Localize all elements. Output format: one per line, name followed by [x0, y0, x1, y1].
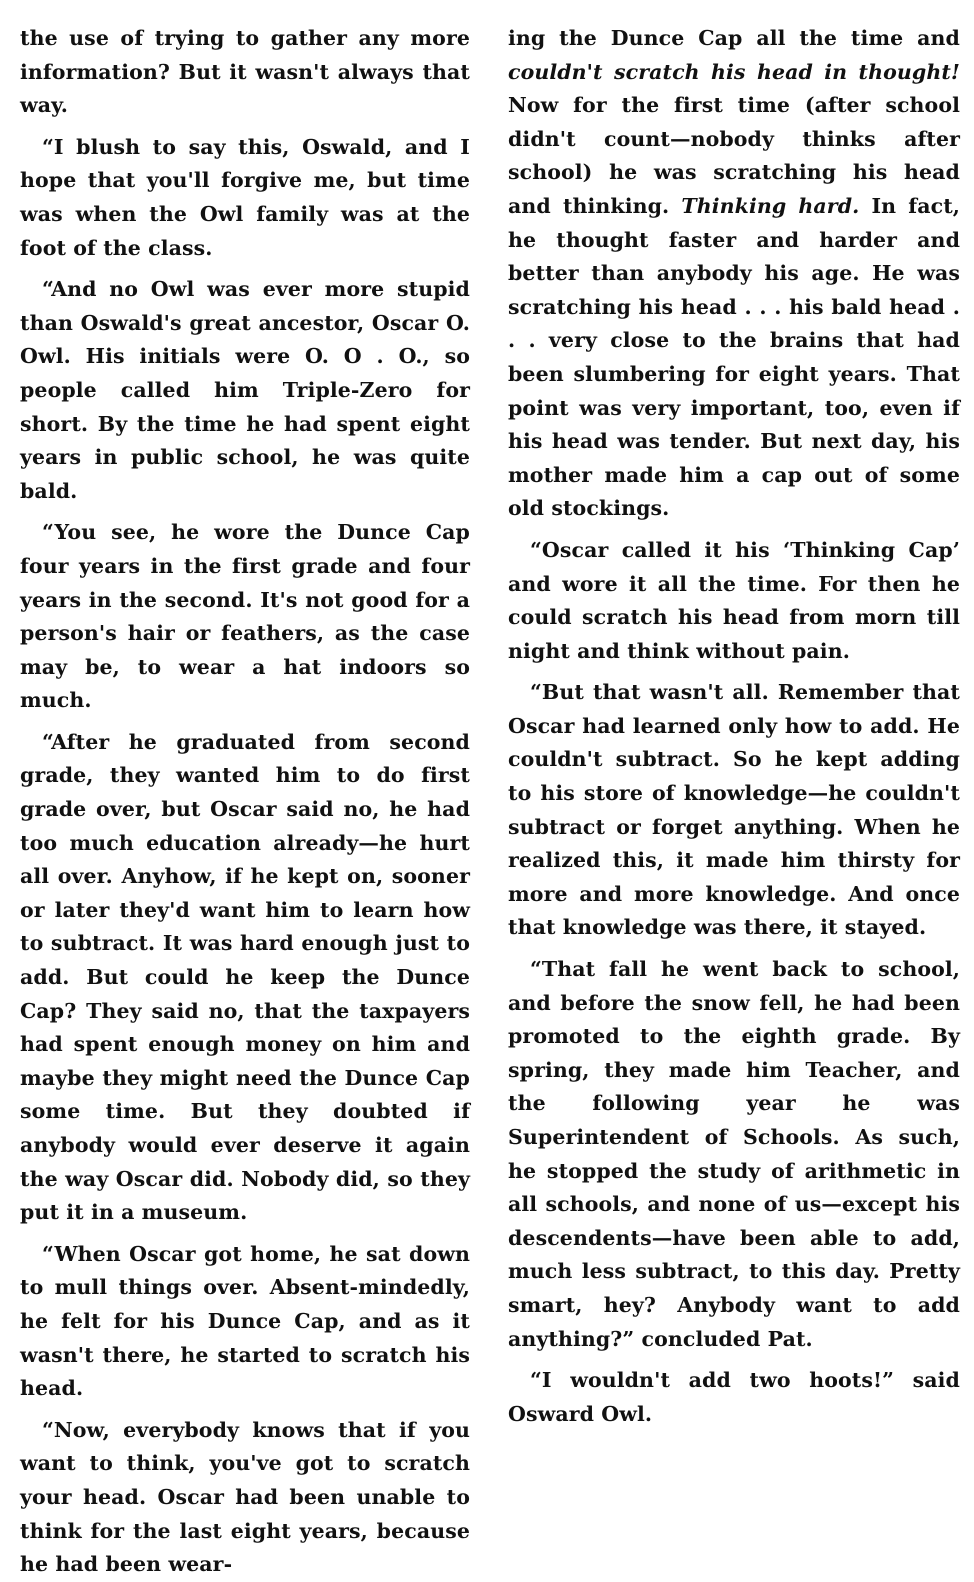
paragraph: “You see, he wore the Dunce Cap four years in the first grade and four years in the second. It's not good for a person's hair or feathers, as the case may be, to wear a hat indoors so much. [20, 520, 470, 713]
text-run: In fact, he thought faster and harder and better than anybody his age. He was scratching his head . . . his bald head . . . very close to the brains that had been slumbering for eight years. That point was very important, too, even if his head was tender. But next day, his mother made him a cap out of some old stockings. [508, 193, 961, 521]
paragraph: “And no Owl was ever more stupid than Oswald's great ancestor, Oscar O. Owl. His initials were O. O . O., so people called him Triple-Zero for short. By the time he had spent eight years in public school, he was quite bald. [20, 277, 470, 503]
text-run: Now for the first time (after school didn't count—nobody thinks after school) he was scratching his head and thinking. [508, 93, 960, 218]
paragraph: “I blush to say this, Oswald, and I hope that you'll forgive me, but time was when the Owl family was at the foot of the class. [20, 134, 470, 260]
paragraph: “But that wasn't all. Remember that Oscar had learned only how to add. He couldn't subtract. So he kept adding to his store of knowledge—he couldn't subtract or forget anything. When he realized this, it made him thirsty for more and more knowledge. And once that knowledge was there, it stayed. [508, 680, 960, 940]
paragraph: “That fall he went back to school, and before the snow fell, he had been promoted to the eighth grade. By spring, they made him Teacher, and the following year he was Superintendent of Schools. As such, he stopped the study of arithmetic in all schools, and none of us—except his descendents—have been able to add, much less subtract, to this day. Pretty smart, hey? Anybody want to add anything?” concluded Pat. [508, 957, 960, 1351]
paragraph: “I wouldn't add two hoots!” said Osward Owl. [508, 1368, 960, 1426]
paragraph: “Now, everybody knows that if you want to think, you've got to scratch your head. Oscar had been unable to think for the last eight years, because he had been wear- [20, 1417, 470, 1577]
text-run: ing the Dunce Cap all the time and [508, 26, 960, 50]
paragraph: “When Oscar got home, he sat down to mull things over. Absent-mindedly, he felt for his Dunce Cap, and as it wasn't there, he started to scratch his head. [20, 1241, 470, 1401]
left-column [20, 22, 470, 1582]
right-column [508, 22, 960, 1431]
paragraph: “Oscar called it his ‘Thinking Cap’ and wore it all the time. For then he could scratch his head from morn till night and think without pain. [508, 537, 960, 663]
paragraph-continued [508, 22, 960, 526]
paragraph-continued: the use of trying to gather any more information? But it wasn't always that way. [20, 26, 470, 118]
italic-run: Thinking hard. [681, 193, 860, 218]
italic-run: couldn't scratch his head in thought! [508, 59, 960, 84]
paragraph: “After he graduated from second grade, they wanted him to do first grade over, but Oscar said no, he had too much education already—he hurt all over. Anyhow, if he kept on, sooner or later they'd want him to learn how to subtract. It was hard enough just to add. But could he keep the Dunce Cap? They said no, that the taxpayers had spent enough money on him and maybe they might need the Dunce Cap some time. But they doubted if anybody would ever deserve it again the way Oscar did. Nobody did, so they put it in a museum. [20, 729, 470, 1225]
